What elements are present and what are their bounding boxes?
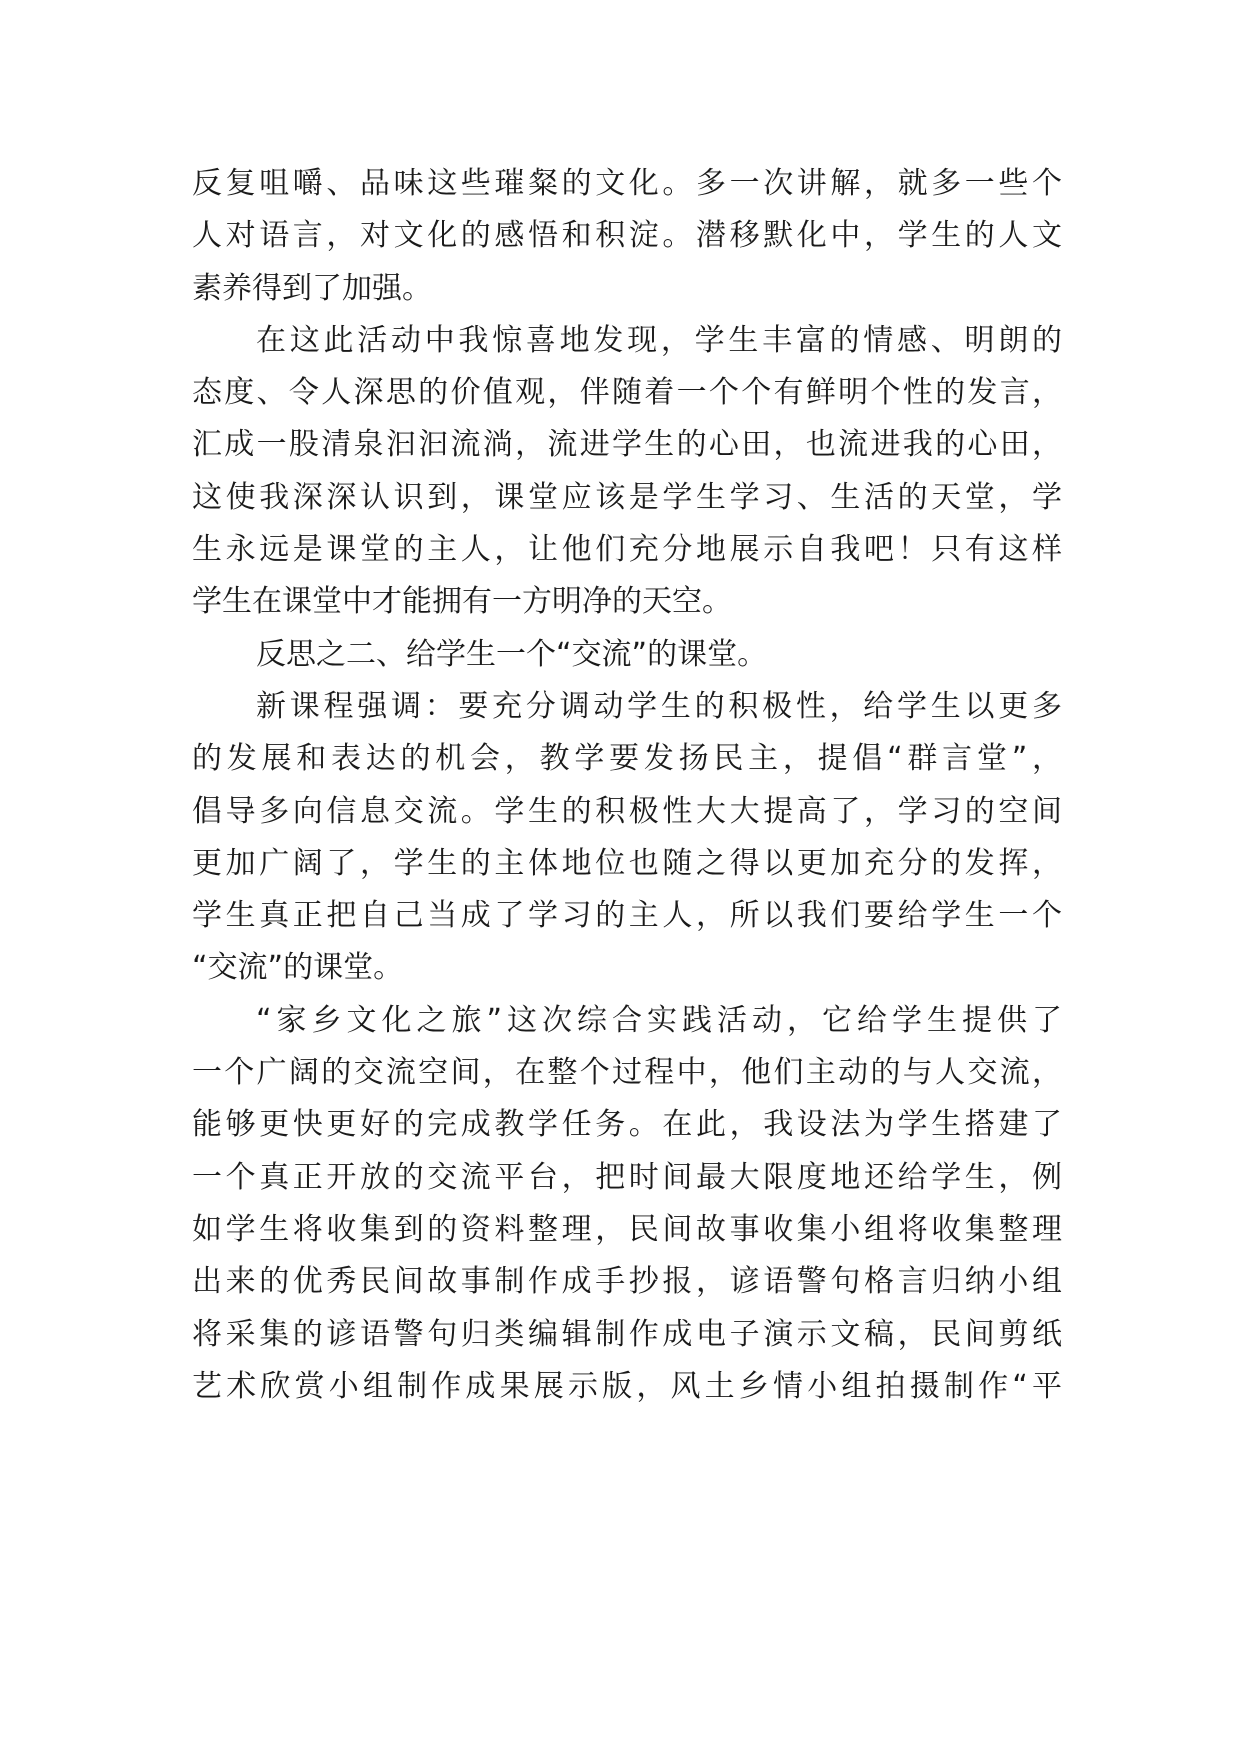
text-line: 更加广阔了，学生的主体地位也随之得以更加充分的发挥，: [192, 845, 1062, 881]
text-line: 如学生将收集到的资料整理，民间故事收集小组将收集整理: [192, 1211, 1062, 1247]
text-line: 反思之二、给学生一个“交流”的课堂。: [256, 636, 768, 672]
text-line: 出来的优秀民间故事制作成手抄报，谚语警句格言归纳小组: [192, 1264, 1062, 1300]
text-line: 学生真正把自己当成了学习的主人，所以我们要给学生一个: [192, 898, 1062, 934]
text-line: 态度、令人深思的价值观，伴随着一个个有鲜明个性的发言，: [192, 375, 1062, 411]
text-line: 学生在课堂中才能拥有一方明净的天空。: [192, 584, 732, 620]
text-line: 这使我深深认识到，课堂应该是学生学习、生活的天堂，学: [192, 479, 1062, 515]
text-line: “家乡文化之旅”这次综合实践活动，它给学生提供了: [256, 1002, 1062, 1038]
text-line: 新课程强调：要充分调动学生的积极性，给学生以更多: [256, 688, 1062, 724]
text-line: 反复咀嚼、品味这些璀粲的文化。多一次讲解，就多一些个: [192, 166, 1062, 201]
text-line: “交流”的课堂。: [192, 950, 404, 986]
body-text: [192, 158, 1062, 1413]
text-line: 生永远是课堂的主人，让他们充分地展示自我吧！只有这样: [192, 532, 1062, 568]
text-line: 人对语言，对文化的感悟和积淀。潜移默化中，学生的人文: [192, 218, 1062, 254]
text-line: 艺术欣赏小组制作成果展示版，风土乡情小组拍摄制作“平: [192, 1368, 1062, 1404]
text-line: 汇成一股清泉汩汩流淌，流进学生的心田，也流进我的心田，: [192, 427, 1062, 463]
text-line: 倡导多向信息交流。学生的积极性大大提高了，学习的空间: [192, 793, 1062, 829]
text-line: 将采集的谚语警句归类编辑制作成电子演示文稿，民间剪纸: [192, 1316, 1062, 1352]
text-line: 素养得到了加强。: [192, 270, 432, 306]
text-line: 的发展和表达的机会，教学要发扬民主，提倡“群言堂”，: [192, 741, 1062, 777]
text-line: 能够更快更好的完成教学任务。在此，我设法为学生搭建了: [192, 1107, 1062, 1143]
text-line: 一个真正开放的交流平台，把时间最大限度地还给学生，例: [192, 1159, 1062, 1195]
text-line: 一个广阔的交流空间，在整个过程中，他们主动的与人交流，: [192, 1055, 1062, 1091]
text-line: 在这此活动中我惊喜地发现，学生丰富的情感、明朗的: [256, 322, 1062, 358]
